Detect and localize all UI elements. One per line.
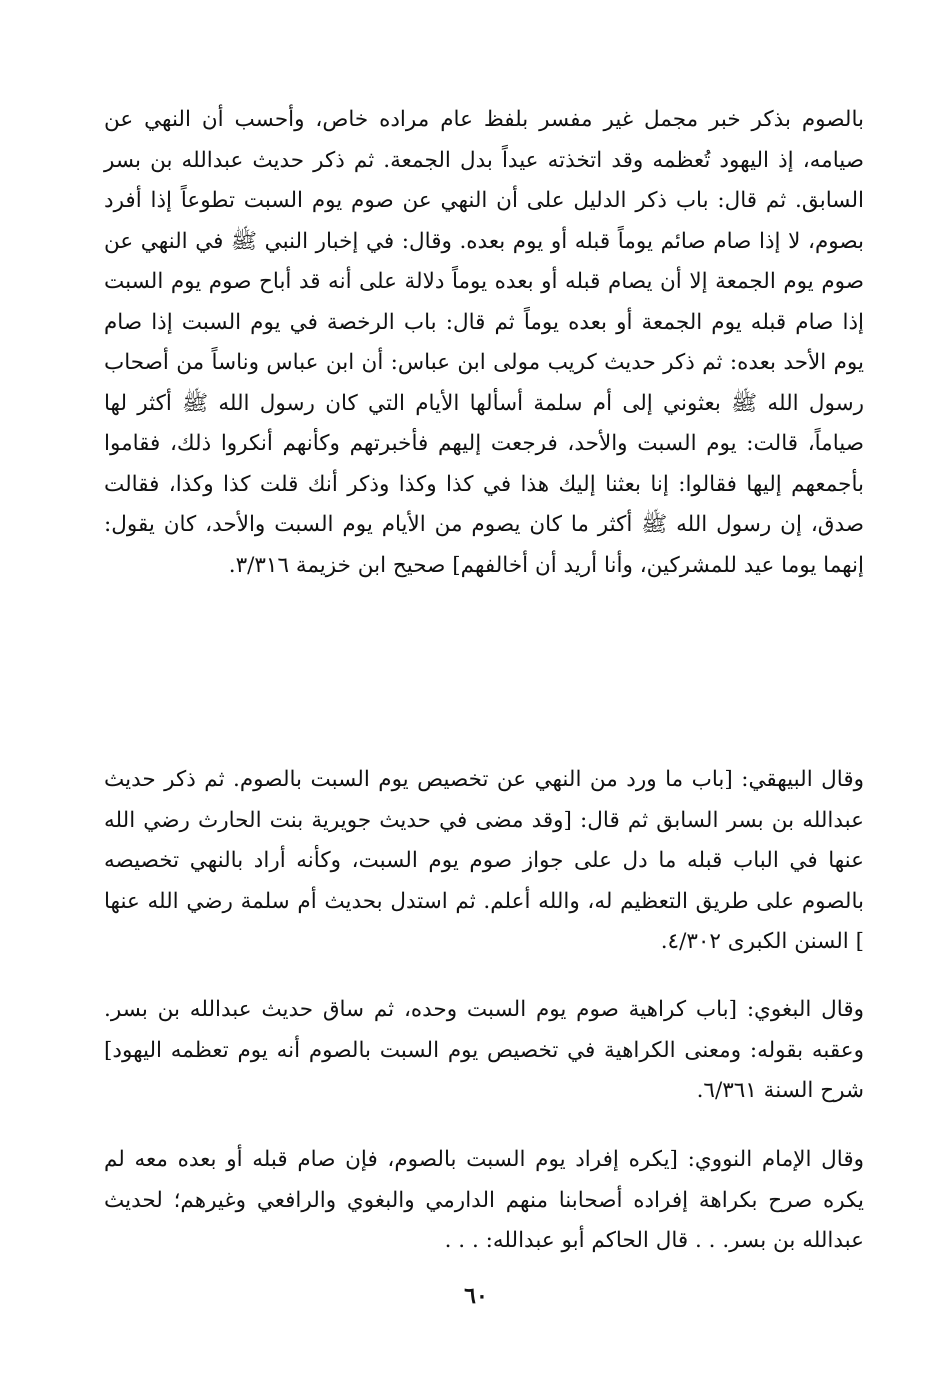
paragraph-ibn-khuzaymah: بالصوم بذكر خبر مجمل غير مفسر بلفظ عام مراده خاص، وأحسب أن النهي عن صيامه، إذ اليهود تُعظمه وقد اتخذته عيداً بدل الجمعة. ثم ذكر حديث عبدالله بن بسر السابق. ثم قال: باب ذكر الدليل على أن النهي عن صوم يوم السبت تطوعاً إذا أفرد بصوم، لا إذا صام صائم يوماً قبله أو يوم بعده. وقال: في إخبار النبي ﷺ في النهي عن صوم يوم الجمعة إلا أن يصام قبله أو بعده يوماً دلالة على أنه قد أباح صوم يوم السبت إذا صام قبله يوم الجمعة أو بعده يوماً ثم قال: باب الرخصة في يوم السبت إذا صام يوم الأحد بعده: ثم ذكر حديث كريب مولى ابن عباس: أن ابن عباس وناساً من أصحاب رسول الله ﷺ بعثوني إلى أم سلمة أسألها الأيام التي كان رسول الله ﷺ أكثر لها صياماً، قالت: يوم السبت والأحد، فرجعت إليهم فأخبرتهم وكأنهم أنكروا ذلك، فقاموا بأجمعهم إليها فقالوا: إنا بعثنا إليك هذا في كذا وكذا وذكر أنك قلت كذا وكذا، فقالت صدق، إن رسول الله ﷺ أكثر ما كان يصوم من الأيام يوم السبت والأحد، كان يقول: إنهما يوما عيد للمشركين، وأنا أريد أن أخالفهم] صحيح ابن خزيمة ٣/٣١٦.	[104, 107, 864, 578]
paragraph-bayhaqi: وقال البيهقي: [باب ما ورد من النهي عن تخصيص يوم السبت بالصوم. ثم ذكر حديث عبدالله بن بسر السابق ثم قال: [وقد مضى في حديث جويرية بنت الحارث رضي الله عنها في الباب قبله ما دل على جواز صوم يوم السبت، وكأنه أراد بالنهي تخصيصه بالصوم على طريق التعظيم له، والله أعلم. ثم استدل بحديث أم سلمة رضي الله عنها ] السنن الكبرى ٤/٣٠٢.	[104, 767, 864, 954]
paragraph-baghawi: وقال البغوي: [باب كراهية صوم يوم السبت وحده، ثم ساق حديث عبدالله بن بسر. وعقبه بقوله: ومعنى الكراهية في تخصيص يوم السبت بالصوم أنه يوم تعظمه اليهود] شرح السنة ٦/٣٦١.	[104, 997, 864, 1103]
paragraph-nawawi: وقال الإمام النووي: [يكره إفراد يوم السبت بالصوم، فإن صام قبله أو بعده معه لم يكره صرح بكراهة إفراده أصحابنا منهم الدارمي والبغوي والرافعي وغيرهم؛ لحديث عبدالله بن بسر. . . قال الحاكم أبو عبدالله: . . .	[104, 1147, 864, 1253]
page-number: ٦٠	[464, 1283, 488, 1309]
